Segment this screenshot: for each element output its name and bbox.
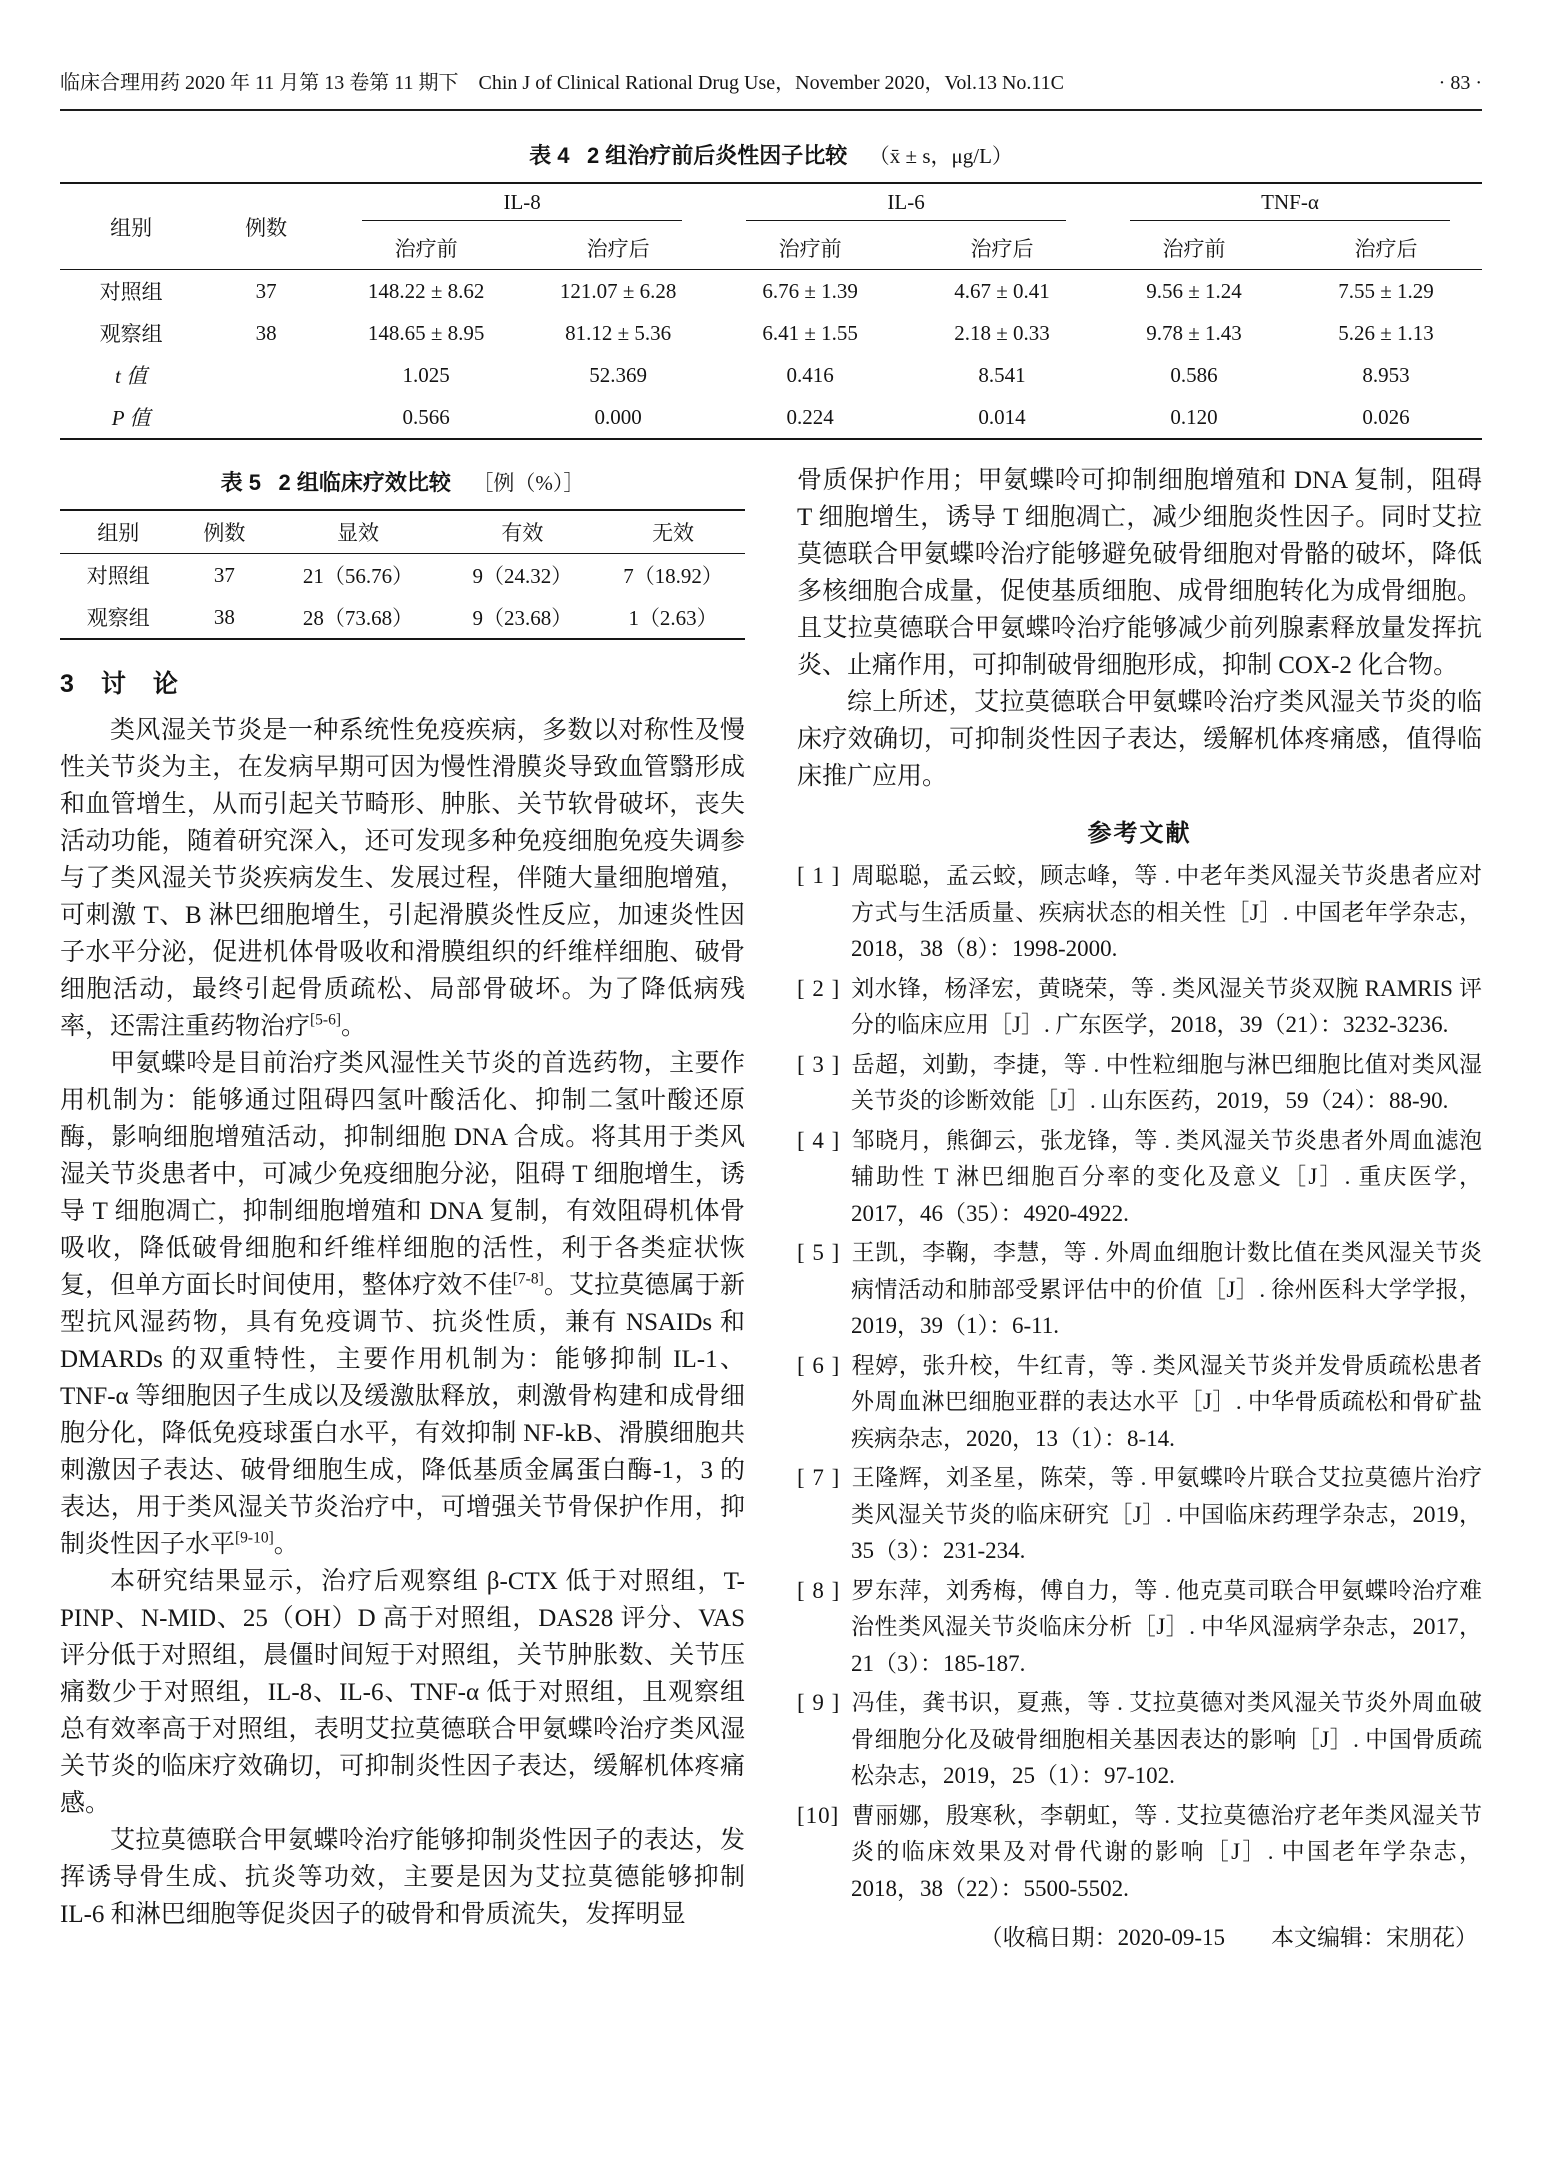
column-subheader: 治疗前 [330, 227, 522, 270]
table-cell: 148.22 ± 8.62 [367, 278, 485, 303]
column-header: 组别 [60, 510, 176, 554]
table-cell: 7.55 ± 1.29 [1338, 278, 1434, 303]
reference-item [797, 971, 1482, 1044]
table-cell: 5.26 ± 1.13 [1338, 320, 1434, 345]
received-date-note: （收稿日期：2020-09-15 本文编辑：宋朋花） [979, 1925, 1478, 1950]
discussion-paragraph: 艾拉莫德联合甲氨蝶呤治疗能够抑制炎性因子的表达，发挥诱导骨生成、抗炎等功效，主要是因为艾拉莫德能够抑制 IL-6 和淋巴细胞等促炎因子的破骨和骨质流失，发挥明显 [60, 1827, 745, 1928]
journal-info: 临床合理用药 2020 年 11 月第 13 卷第 11 期下 Chin J of Clinical Rational Drug Use，November 2020，Vol.13 No.11C [60, 72, 1065, 94]
table-cell: 观察组 [99, 322, 163, 346]
column-header-n: 例数 [202, 183, 330, 270]
table-cell [202, 354, 330, 396]
reference-text: 冯佳，龚书识，夏燕，等 . 艾拉莫德对类风湿关节炎外周血破骨细胞分化及破骨细胞相关基因表达的影响［J］. 中国骨质疏松杂志，2019，25（1）：97-102. [851, 1690, 1482, 1788]
table-cell: 2.18 ± 0.33 [954, 320, 1050, 345]
column-header: 显效 [272, 510, 443, 554]
discussion-heading: 3 讨 论 [60, 670, 179, 698]
table4-caption [60, 139, 1482, 170]
table-header-row [60, 510, 745, 554]
table-5 [60, 509, 745, 640]
left-column [60, 462, 745, 1952]
references-heading: 参考文献 [1087, 820, 1192, 847]
table-cell: t 值 [115, 364, 148, 388]
column-header: 有效 [444, 510, 602, 554]
reference-item [797, 1460, 1482, 1570]
table-cell: 0.000 [594, 404, 642, 429]
table-header-row [60, 183, 1482, 227]
reference-number: [ 7 ] [797, 1465, 841, 1490]
reference-item [797, 1047, 1482, 1120]
table-cell: 0.224 [786, 404, 834, 429]
table4-label: 表 4 [529, 143, 570, 168]
discussion-paragraph: 类风湿关节炎是一种系统性免疫疾病，多数以对称性及慢性关节炎为主，在发病早期可因为慢性滑膜炎导致血管翳形成和血管增生，从而引起关节畸形、肿胀、关节软骨破坏，丧失活动功能，随着研究深入，还可发现多种免疫细胞免疫失调参与了类风湿关节炎疾病发生、发展过程，伴随大量细胞增殖，可刺激 T、B 淋巴细胞增生，引起滑膜炎性反应，加速炎性因子水平分泌，促进机体骨吸收和滑膜组织的纤维样细胞、破骨细胞活动，最终引起骨质疏松、局部骨破坏。为了降低病残率，还需注重药物治疗[5-6]。 [60, 717, 745, 1040]
table5-caption [60, 466, 745, 497]
discussion-paragraph: 本研究结果显示，治疗后观察组 β-CTX 低于对照组，T-PINP、N-MID、25（OH）D 高于对照组，DAS28 评分、VAS 评分低于对照组，晨僵时间短于对照组，关节肿胀数、关节压痛数少于对照组，IL-8、IL-6、TNF-α 低于对照组，且观察组总有效率高于对照组，表明艾拉莫德联合甲氨蝶呤治疗类风湿关节炎的临床疗效确切，可抑制炎性因子表达，缓解机体疼痛感。 [60, 1568, 745, 1817]
table-cell: 0.120 [1170, 404, 1218, 429]
column-header-il8: IL-8 [330, 183, 714, 227]
table-cell: 9.78 ± 1.43 [1146, 320, 1242, 345]
table-cell: 1（2.63） [628, 606, 718, 630]
reference-number: [ 3 ] [797, 1051, 841, 1077]
reference-item [797, 1235, 1482, 1345]
reference-item [797, 1348, 1482, 1458]
reference-number: [ 9 ] [797, 1690, 841, 1715]
table-cell: 28（73.68） [302, 606, 414, 630]
table4-unit-note: （x̄ ± s，μg/L） [868, 144, 1013, 168]
table-cell: 148.65 ± 8.95 [367, 320, 485, 345]
table5-unit-note: ［例（%）］ [472, 471, 585, 495]
column-subheader: 治疗后 [1290, 227, 1482, 270]
table-cell: 6.76 ± 1.39 [762, 278, 858, 303]
table-cell: 4.67 ± 0.41 [954, 278, 1050, 303]
column-header-tnf: TNF-α [1098, 183, 1482, 227]
reference-number: [ 8 ] [797, 1577, 841, 1603]
reference-item [797, 1123, 1482, 1233]
table-cell [202, 396, 330, 439]
table-cell: 8.541 [978, 362, 1026, 387]
reference-text: 曹丽娜，殷寒秋，李朝虹，等 . 艾拉莫德治疗老年类风湿关节炎的临床效果及对骨代谢的影响［J］. 中国老年学杂志，2018，38（22）：5500-5502. [851, 1802, 1482, 1901]
reference-item [797, 1798, 1482, 1908]
reference-number: [10] [797, 1802, 840, 1828]
two-column-body [60, 462, 1482, 1952]
table4-title: 2 组治疗前后炎性因子比较 [586, 143, 848, 168]
table-cell: 0.014 [978, 404, 1026, 429]
table-row [60, 270, 1482, 313]
reference-text: 罗东萍，刘秀梅，傅自力，等 . 他克莫司联合甲氨蝶呤治疗难治性类风湿关节炎临床分析［J］. 中华风湿病学杂志，2017，21（3）：185-187. [851, 1577, 1482, 1676]
table-cell: 38 [255, 320, 277, 345]
table-cell: P 值 [111, 406, 151, 430]
table-row [60, 554, 745, 597]
table-cell: 9（23.68） [472, 606, 573, 630]
table-cell: 对照组 [99, 280, 163, 304]
reference-text: 王隆辉，刘圣星，陈荣，等 . 甲氨蝶呤片联合艾拉莫德片治疗类风湿关节炎的临床研究［J］. 中国临床药理学杂志，2019，35（3）：231-234. [851, 1465, 1482, 1563]
reference-text: 岳超，刘勤，李捷，等 . 中性粒细胞与淋巴细胞比值对类风湿关节炎的诊断效能［J］. 山东医药，2019，59（24）：88-90. [851, 1051, 1482, 1113]
right-column [797, 462, 1482, 1952]
column-header-il6: IL-6 [714, 183, 1098, 227]
table-row [60, 354, 1482, 396]
column-header-group: 组别 [60, 183, 202, 270]
table-cell: 6.41 ± 1.55 [762, 320, 858, 345]
reference-text: 邹晓月，熊御云，张龙锋，等 . 类风湿关节炎患者外周血滤泡辅助性 T 淋巴细胞百分率的变化及意义［J］. 重庆医学，2017，46（35）：4920-4922. [851, 1127, 1482, 1226]
discussion-paragraph: 甲氨蝶呤是目前治疗类风湿性关节炎的首选药物，主要作用机制为：能够通过阻碍四氢叶酸活化、抑制二氢叶酸还原酶，影响细胞增殖活动，抑制细胞 DNA 合成。将其用于类风湿关节炎患者中，可减少免疫细胞分泌，阻碍 T 细胞增生，诱导 T 细胞凋亡，抑制细胞增殖和 DNA 复制，有效阻碍机体骨吸收，降低破骨细胞和纤维样细胞的活性，利于各类症状恢复，但单方面长时间使用，整体疗效不佳[7-8]。艾拉莫德属于新型抗风湿药物，具有免疫调节、抗炎性质，兼有 NSAIDs 和 DMARDs 的双重特性，主要作用机制为：能够抑制 IL-1、TNF-α 等细胞因子生成以及缓激肽释放，刺激骨构建和成骨细胞分化，降低免疫球蛋白水平，有效抑制 NF-kB、滑膜细胞共刺激因子表达、破骨细胞生成，降低基质金属蛋白酶-1，3 的表达，用于类风湿关节炎治疗中，可增强关节骨保护作用，抑制炎性因子水平[9-10]。 [60, 1050, 745, 1558]
table-cell: 0.566 [402, 404, 450, 429]
table-cell: 1.025 [402, 362, 450, 387]
table5-title: 2 组临床疗效比较 [278, 470, 451, 495]
discussion-paragraph-continued: 骨质保护作用；甲氨蝶呤可抑制细胞增殖和 DNA 复制，阻碍 T 细胞增生，诱导 T 细胞凋亡，减少细胞炎性因子。同时艾拉莫德联合甲氨蝶呤治疗能够避免破骨细胞对骨骼的破坏，降低多核细胞合成量，促使基质细胞、成骨细胞转化为成骨细胞。且艾拉莫德联合甲氨蝶呤治疗能够减少前列腺素释放量发挥抗炎、止痛作用，可抑制破骨细胞形成，抑制 COX-2 化合物。 [797, 467, 1482, 679]
table-row [60, 312, 1482, 354]
reference-number: [ 5 ] [797, 1240, 841, 1265]
reference-item [797, 1685, 1482, 1795]
table-cell: 21（56.76） [302, 564, 414, 588]
reference-number: [ 2 ] [797, 975, 841, 1001]
table-cell: 37 [213, 562, 235, 587]
table-cell: 121.07 ± 6.28 [559, 278, 677, 303]
table-cell: 37 [255, 278, 277, 303]
column-subheader: 治疗后 [522, 227, 714, 270]
reference-text: 程婷，张升校，牛红青，等 . 类风湿关节炎并发骨质疏松患者外周血淋巴细胞亚群的表达水平［J］. 中华骨质疏松和骨矿盐疾病杂志，2020，13（1）：8-14. [851, 1352, 1482, 1451]
page-number: · 83 · [1438, 72, 1482, 94]
table5-label: 表 5 [220, 470, 261, 495]
table-row [60, 596, 745, 639]
table-cell: 81.12 ± 5.36 [565, 320, 672, 345]
page-header [60, 66, 1482, 111]
reference-text: 刘水锋，杨泽宏，黄晓荣，等 . 类风湿关节炎双腕 RAMRIS 评分的临床应用［J］. 广东医学，2018，39（21）：3232-3236. [851, 975, 1482, 1037]
column-subheader: 治疗前 [1098, 227, 1290, 270]
reference-number: [ 4 ] [797, 1127, 841, 1153]
reference-text: 王凯，李鞠，李慧，等 . 外周血细胞计数比值在类风湿关节炎病情活动和肺部受累评估中的价值［J］. 徐州医科大学学报，2019，39（1）：6-11. [851, 1240, 1482, 1338]
table-cell: 对照组 [86, 564, 150, 588]
reference-item [797, 858, 1482, 968]
column-header: 例数 [176, 510, 272, 554]
reference-item [797, 1573, 1482, 1683]
reference-number: [ 1 ] [797, 863, 841, 888]
table-cell: 52.369 [589, 362, 647, 387]
table-row [60, 396, 1482, 439]
table-cell: 7（18.92） [623, 564, 723, 588]
column-subheader: 治疗后 [906, 227, 1098, 270]
reference-text: 周聪聪，孟云蛟，顾志峰，等 . 中老年类风湿关节炎患者应对方式与生活质量、疾病状态的相关性［J］. 中国老年学杂志，2018，38（8）：1998-2000. [851, 863, 1482, 961]
table-cell: 9.56 ± 1.24 [1146, 278, 1242, 303]
table-cell: 0.026 [1362, 404, 1410, 429]
table-cell: 0.416 [786, 362, 834, 387]
table4-section [60, 139, 1482, 440]
table-cell: 0.586 [1170, 362, 1218, 387]
table-4 [60, 182, 1482, 440]
reference-number: [ 6 ] [797, 1352, 841, 1378]
column-header: 无效 [601, 510, 745, 554]
conclusion-paragraph: 综上所述，艾拉莫德联合甲氨蝶呤治疗类风湿关节炎的临床疗效确切，可抑制炎性因子表达，缓解机体疼痛感，值得临床推广应用。 [797, 689, 1482, 790]
column-subheader: 治疗前 [714, 227, 906, 270]
table-cell: 观察组 [86, 606, 150, 630]
table-cell: 9（24.32） [472, 564, 573, 588]
table-cell: 8.953 [1362, 362, 1410, 387]
table-cell: 38 [213, 604, 235, 629]
